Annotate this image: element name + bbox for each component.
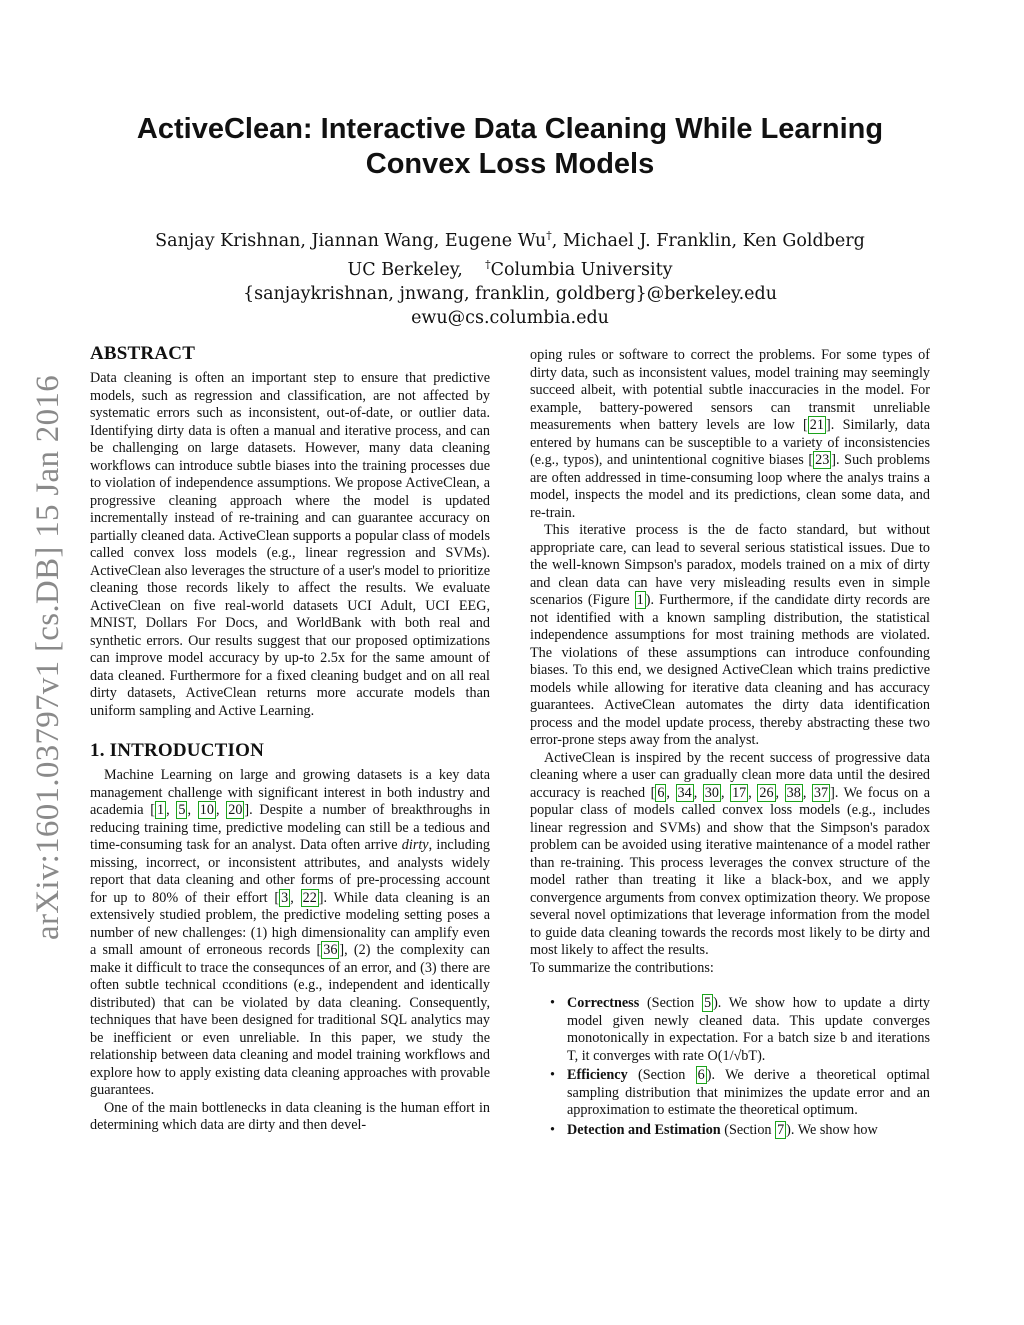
section-link[interactable]: 6 <box>697 1067 705 1083</box>
citation-link[interactable]: 3 <box>281 889 289 906</box>
section-link[interactable]: 7 <box>777 1121 785 1138</box>
citation-link[interactable]: 36 <box>323 942 338 958</box>
citation-link[interactable]: 22 <box>302 889 317 906</box>
contribution-item: • Detection and Estimation (Section 7 ). We show how <box>550 1121 878 1138</box>
intro-paragraph-2-cont: oping rules or software to correct the problems. For some types of dirty data, such as inconsistent values, model training may seemingly succeed albeit, with potential subtle inaccuracies in the model. For example, battery-powered sensors can transmit unreliable measurements when battery levels are low [ 21 ]. Similarly, data entered by humans can be susceptible to a variety of inconsistencies (e.g., typos), and unintentional cognitive biases [ 23 ]. Such problems are often addressed in time-consuming loop where the analys trains a model, inspects the model and its predictions, clean some data, and re-train. <box>530 347 930 521</box>
contribution-item: • Efficiency (Section 6 ). We derive a theoretical optimal sampling distribution that minimizes the update error and an approximation to estimate the theoretical optimum. <box>550 1067 931 1118</box>
intro-paragraph-1: Machine Learning on large and growing datasets is a key data management challenge with significant interest in both industry and academia [ 1 , 5 , 10 , 20 ]. Despite a number of breakthroughs in reducing training time, predictive modeling can still be a tedious and time-consuming task for an analyst. Data often arrive dirty, including missing, incorrect, or inconsistent attributes, and analysts widely report that data cleaning and other forms of pre-processing account for up to 80% of their effort [ 3 , 22 ]. While data cleaning is an extensively studied problem, the predictive modeling setting poses a number of new challenges: (1) high dimensionality can amplify even a small amount of erroneous records [ 36 ], (2) the complexity can make it difficult to trace the consequnces of an error, and (3) there are often subtle technical cconditions (e.g., independent and identically distributed) that can be violated by data cleaning. Consequently, techniques that have been designed for traditional SQL analytics may be inefficient or even unreliable. In this paper, we study the relationship between data cleaning and model training workflows and explore how to apply existing data cleaning approaches with provable guarantees. <box>90 767 491 1098</box>
dagger-mark: † <box>485 257 491 271</box>
citation-link[interactable]: 5 <box>178 802 186 818</box>
citation-link[interactable]: 1 <box>157 802 165 818</box>
citation-link[interactable]: 10 <box>199 802 214 818</box>
dagger-mark: † <box>546 229 552 242</box>
paper-title: ActiveClean: Interactive Data Cleaning While Learning Convex Loss Models <box>136 113 884 180</box>
citation-link[interactable]: 34 <box>677 784 692 801</box>
affiliation-columbia: Columbia University <box>490 259 673 280</box>
citation-link[interactable]: 38 <box>786 784 801 801</box>
author-names-b: , Michael J. Franklin, Ken Goldberg <box>551 230 865 251</box>
citation-link[interactable]: 30 <box>704 784 719 801</box>
abstract-heading: ABSTRACT <box>90 343 196 364</box>
intro-paragraph-4: ActiveClean is inspired by the recent success of progressive data cleaning where a user can gradually clean more data until the desired accuracy is reached [ 6 , 34 , 30 , 17 , 26 , 38 , 37 ]. We focus on a popular class of models called convex loss models (e.g., includes linear regression and SVMs) and show that the Simpson's paradox problem can be avoided using iterative maintenance of a model rather than re-training. This process leverages the convex structure of the model rather than treating it like a black-box, and we apply convergence arguments from convex optimization theory. We propose several novel optimizations that leverage information from the model to guide data cleaning towards the records most likely to be dirty and most likely to affect the results. <box>530 749 931 958</box>
contributions-list <box>530 995 930 1139</box>
summary-lead: To summarize the contributions: <box>530 959 714 976</box>
author-line <box>90 224 930 253</box>
contribution-item: • Correctness (Section 5 ). We show how to update a dirty model given newly cleaned data. This update converges monotonically in expectation. For a batch size b and iterations T, it converges with rate O(1/√bT). <box>550 995 931 1064</box>
abstract-text: Data cleaning is often an important step to ensure that predictive models, such as regression and classification, are not affected by systematic errors such as inconsistent, out-of-date, or outlier data. Identifying dirty data is often a manual and iterative process, and can be challenging on large datasets. However, many data cleaning workflows can introduce subtle biases into the training processes due to violation of independence assumptions. We propose ActiveClean, a progressive cleaning approach where the model is updated incrementally instead of re-training and can guarantee accuracy on partially cleaned data. ActiveClean supports a popular class of models called convex loss models (e.g., linear regression and SVMs). ActiveClean also leverages the structure of a user's model to prioritize cleaning those records likely to affect the results. We evaluate ActiveClean on five real-world datasets UCI Adult, UCI EEG, MNIST, Dollars For Docs, and WorldBank with both real and synthetic errors. Our results suggest that our proposed optimizations can improve model accuracy by up-to 2.5x for the same amount of data cleaned. Furthermore for a fixed cleaning budget and on all real dirty datasets, ActiveClean returns more accurate models than uniform sampling and Active Learning. <box>90 370 490 719</box>
bullet-icon: • <box>550 1067 555 1083</box>
intro-paragraph-3: This iterative process is the de facto standard, but without appropriate care, can lead to several serious statistical issues. Due to the well-known Simpson's paradox, models trained on a mix of dirty and clean data can have very misleading results even in simple scenarios (Figure 1 ). Furthermore, if the candidate dirty records are not identified with a known sampling distribution, the statistical independence assumptions for most training methods are violated. The violations of these assumptions can introduce confounding biases. To this end, we designed ActiveClean which trains predictive models while allowing for iterative data cleaning and has accuracy guarantees. ActiveClean automates the dirty data identification process and the model update process, thereby abstracting these two error-prone steps away from the analyst. <box>530 522 930 748</box>
left-column <box>90 343 490 1135</box>
figure-link[interactable]: 1 <box>636 592 644 608</box>
author-block <box>90 224 930 330</box>
right-column <box>530 343 930 1141</box>
email-line-berkeley: {sanjaykrishnan, jnwang, franklin, goldberg}@berkeley.edu <box>242 283 778 304</box>
introduction-heading: 1. INTRODUCTION <box>90 740 265 761</box>
citation-link[interactable]: 20 <box>228 802 243 818</box>
affiliation-line <box>90 253 930 282</box>
arxiv-stamp: arXiv:1601.03797v1 [cs.DB] 15 Jan 2016 <box>30 374 66 940</box>
citation-link[interactable]: 37 <box>813 784 829 801</box>
citation-link[interactable]: 21 <box>809 417 824 433</box>
section-link[interactable]: 5 <box>703 995 712 1011</box>
author-names-a: Sanjay Krishnan, Jiannan Wang, Eugene Wu <box>155 230 547 251</box>
citation-link[interactable]: 17 <box>732 784 747 801</box>
affiliation-berkeley: UC Berkeley, <box>347 259 463 280</box>
intro-paragraph-2-start: One of the main bottlenecks in data cleaning is the human effort in determining which data are dirty and then devel- <box>90 1099 490 1133</box>
bullet-icon: • <box>550 1121 555 1138</box>
email-line-columbia: ewu@cs.columbia.edu <box>411 307 609 328</box>
citation-link[interactable]: 26 <box>759 784 774 801</box>
citation-link[interactable]: 23 <box>815 452 830 468</box>
bullet-icon: • <box>550 995 555 1011</box>
citation-link[interactable]: 6 <box>657 784 665 801</box>
